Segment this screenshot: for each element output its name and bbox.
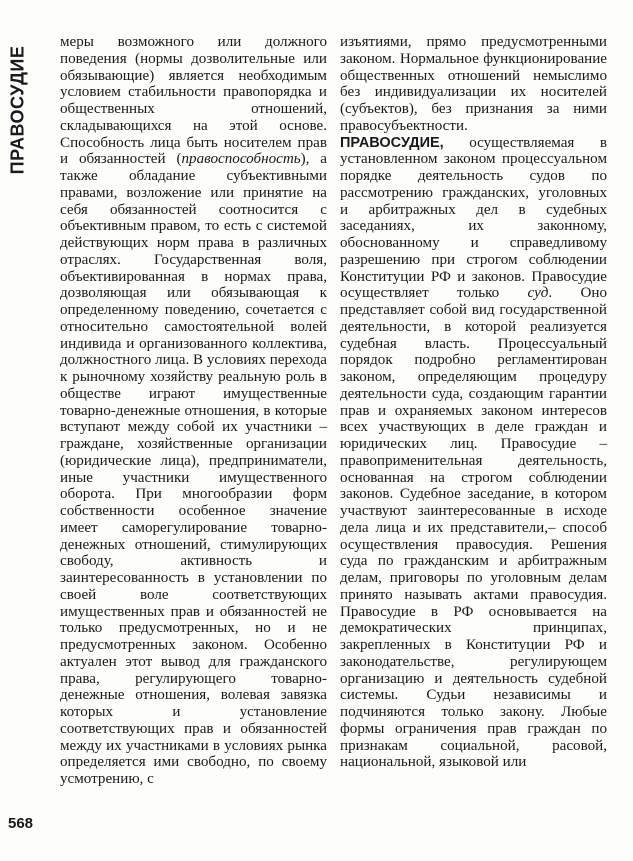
entry-pravosudie [340,135,607,772]
entry-text-start: осуществляемая в установленном законом процессуальном порядке деятельность судов по рассмотрению гражданских, уголовных и арбитражных дел в судебных заседаниях, их законному, обоснованному и справедливому разрешению при строгом соблюдении Конституции РФ и законов. Правосудие осуществляет только [340,134,607,302]
left-text-rest: ), а также обладание субъективными правами, возложение или принятие на себя обязанностей соотносится с объективным правом, то есть с системой действующих норм права в различных отраслях. Государственная воля, объективированная в нормах права, дозволяющая или обязывающая к определенному поведению, сочетается с относительно самостоятельной волей индивида и организованного коллектива, должностного лица. В условиях перехода к рыночному хозяйству реальную роль в обществе играют имущественные товарно-денежные отношения, в которые вступают между собой их участники – граждане, хозяйственные организации (юридические лица), предприниматели, иные участники имущественного оборота. При многообразии форм собственности особенное значение имеет саморегулирование товарно-денежных отношений, стимулирующих свободу, активность и заинтересованность в установлении по своей воле соответствующих имущественных прав и обязанностей не только предусмотренных, но и не предусмотренных законом. Особенно актуален этот вывод для гражданского права, регулирующего товарно-денежные отношения, волевая завязка которых и установление соответствующих прав и обязанностей между их участниками в условиях рынка определяется ими свободно, по своему усмотрению, с [60,151,327,787]
running-head-text: ПРАВОСУДИЕ [7,45,28,175]
entry-term-pravosudie: ПРАВОСУДИЕ, [340,134,444,151]
running-head [6,40,30,180]
right-paragraph-continuation: изъятиями, прямо предусмотренными законом. Нормальное функционирование общественных отношений немыслимо без индивидуализации их носителей (субъектов), без признания за ними правосубъектности. [340,34,607,134]
left-text-start: меры возможного или должного поведения (нормы дозволительные или обязывающие) является необходимым условием стабильности правопорядка и общественных отношений, складывающихся на этой основе. Способность лица быть носителем прав и обязанностей ( [60,34,327,168]
right-column [340,34,607,771]
left-paragraph [60,34,327,788]
left-column [60,34,327,788]
entry-italic-sud: суд [527,285,549,302]
left-italic-term: правоспособность [181,151,301,168]
entry-text-rest: . Оно представляет собой вид государственной деятельности, в которой реализуется судебная власть. Процессуальный порядок подробно регламентирован законом, определяющим процедуру деятельности суда, создающим гарантии прав и охраняемых законом интересов всех участвующих в деле граждан и юридических лиц. Правосудие – правоприменительная деятельность, основанная на строгом соблюдении законов. Судебное заседание, в котором участвуют заинтересованные в исходе дела лица и их представители,– способ осуществления правосудия. Решения суда по гражданским и арбитражным делам, приговоры по уголовным делам принято называть актами правосудия. Правосудие в РФ основывается на демократических принципах, закрепленных в Конституции РФ и законодательстве, регулирующем организацию и деятельность судебной системы. Судьи независимы и подчиняются только закону. Любые формы ограничения прав граждан по признакам социальной, расовой, национальной, языковой или [340,285,607,771]
page-number: 568 [8,815,34,832]
